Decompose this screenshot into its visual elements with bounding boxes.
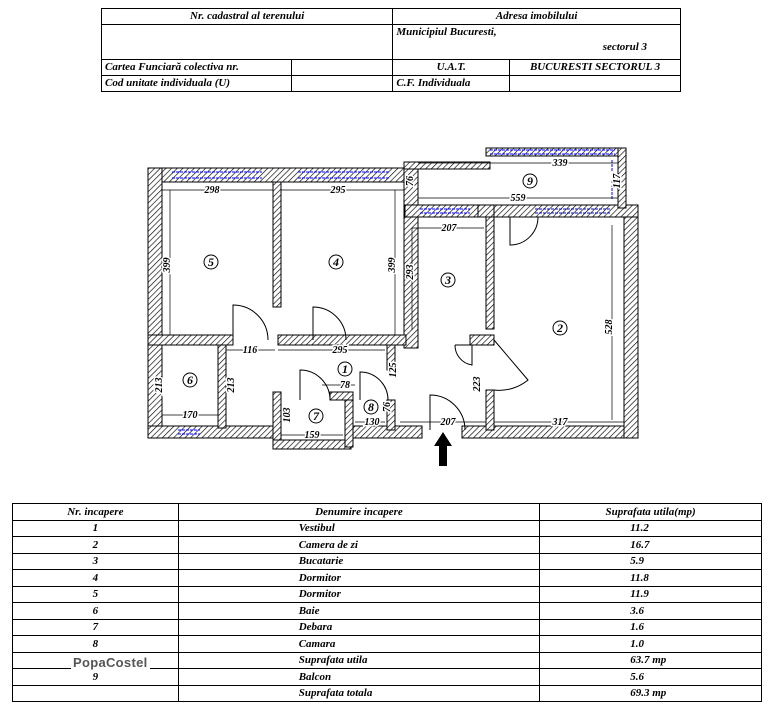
row-nr: 3: [13, 553, 179, 570]
row-name: Camera de zi: [178, 537, 540, 554]
dim-295a: 295: [330, 185, 346, 196]
row-nr: 5: [13, 586, 179, 603]
row-name: Baie: [178, 603, 540, 620]
table-row: [13, 603, 762, 620]
room-marker-6: [183, 373, 197, 387]
svg-text:1: 1: [342, 362, 348, 376]
dim-76a: 76: [405, 176, 416, 186]
dim-207b: 207: [440, 417, 456, 428]
dim-339: 339: [552, 158, 568, 169]
row-name: Debara: [178, 619, 540, 636]
col-header-area: Suprafata utila(mp): [540, 504, 762, 521]
svg-text:7: 7: [313, 409, 319, 423]
row-name: Vestibul: [178, 520, 540, 537]
svg-text:5: 5: [208, 255, 214, 269]
svg-text:6: 6: [187, 373, 193, 387]
table-row: [13, 586, 762, 603]
dim-170: 170: [182, 410, 198, 421]
dim-399b: 399: [387, 257, 398, 273]
room-marker-1: [338, 362, 352, 376]
col-header-nr: Nr. incapere: [13, 504, 179, 521]
table-row: [13, 553, 762, 570]
row-nr: 2: [13, 537, 179, 554]
table-row: [13, 619, 762, 636]
table-row-balcon: [13, 669, 762, 686]
row-name: Suprafata totala: [178, 685, 540, 702]
dim-159: 159: [304, 430, 320, 441]
dim-213a: 213: [154, 377, 165, 393]
logo-part-b: Costel: [105, 655, 148, 670]
dim-76b: 76: [382, 402, 393, 412]
room-marker-7: [309, 409, 323, 423]
svg-text:9: 9: [527, 174, 533, 188]
row-nr: 7: [13, 619, 179, 636]
col-header-name: Denumire incapere: [178, 504, 540, 521]
table-row: [13, 520, 762, 537]
table-row: [13, 636, 762, 653]
uat-value: BUCURESTI SECTORUL 3: [510, 60, 681, 76]
room-marker-3: [441, 273, 455, 287]
table-row: [13, 537, 762, 554]
table-row: [13, 570, 762, 587]
cf-label: C.F. Individuala: [393, 76, 510, 92]
row-nr: 8: [13, 636, 179, 653]
address-line2: sectorul 3: [602, 41, 647, 53]
logo-part-a: Popa: [73, 655, 106, 670]
room-marker-9: [523, 174, 537, 188]
walls: [148, 148, 638, 449]
row-area: 11.2: [540, 520, 762, 537]
table-header-row: [13, 504, 762, 521]
dim-399a: 399: [162, 257, 173, 273]
room-marker-2: [553, 321, 567, 335]
dim-78: 78: [340, 380, 350, 391]
room-marker-8: [364, 400, 378, 414]
row-nr: 6: [13, 603, 179, 620]
row-name: Dormitor: [178, 570, 540, 587]
row-area: 1.6: [540, 619, 762, 636]
svg-text:3: 3: [445, 273, 451, 287]
dim-207a: 207: [441, 223, 457, 234]
header-table: [101, 8, 681, 92]
cf-value: [510, 76, 681, 92]
svg-text:4: 4: [333, 255, 339, 269]
dim-559: 559: [510, 193, 526, 204]
floor-plan: [0, 140, 774, 480]
room-marker-4: [329, 255, 343, 269]
dim-125: 125: [388, 362, 399, 378]
room-marker-5: [204, 255, 218, 269]
svg-text:8: 8: [368, 400, 374, 414]
row-name: Camara: [178, 636, 540, 653]
cadastral-label: Nr. cadastral al terenului: [102, 9, 393, 25]
dim-213b: 213: [226, 377, 237, 393]
total-row-totala: [13, 685, 762, 702]
carte-value: [291, 60, 393, 76]
dim-317: 317: [552, 417, 568, 428]
row-nr: 4: [13, 570, 179, 587]
dim-117: 117: [612, 173, 623, 189]
row-name: Dormitor: [178, 586, 540, 603]
dim-295b: 295: [332, 345, 348, 356]
dim-116: 116: [242, 345, 258, 356]
row-area: 11.8: [540, 570, 762, 587]
dim-103: 103: [282, 407, 293, 423]
row-name: Balcon: [178, 669, 540, 686]
row-area: 3.6: [540, 603, 762, 620]
windows: [172, 150, 615, 434]
row-name: Suprafata utila: [178, 652, 540, 669]
rooms-table: [12, 503, 762, 702]
row-nr: 1: [13, 520, 179, 537]
row-area: 11.9: [540, 586, 762, 603]
cadastral-value: [102, 25, 393, 60]
watermark-logo: [71, 655, 150, 670]
row-area: 69.3 mp: [540, 685, 762, 702]
carte-label: Cartea Funciară colectiva nr.: [102, 60, 292, 76]
row-area: 5.9: [540, 553, 762, 570]
row-nr: 9: [13, 669, 179, 686]
entrance-arrow-icon: [434, 432, 452, 466]
row-nr: [13, 685, 179, 702]
dimension-lines: [162, 163, 624, 435]
svg-text:2: 2: [557, 321, 563, 335]
row-area: 63.7 mp: [540, 652, 762, 669]
dim-130: 130: [364, 417, 380, 428]
address-label: Adresa imobilului: [393, 9, 681, 25]
uat-label: U.A.T.: [393, 60, 510, 76]
address-value: [393, 25, 681, 60]
dim-298: 298: [204, 185, 220, 196]
dim-293: 293: [405, 264, 416, 280]
dim-528: 528: [604, 319, 615, 335]
row-area: 1.0: [540, 636, 762, 653]
cod-label: Cod unitate individuala (U): [102, 76, 292, 92]
cod-value: [291, 76, 393, 92]
row-area: 5.6: [540, 669, 762, 686]
dim-223: 223: [472, 376, 483, 392]
row-area: 16.7: [540, 537, 762, 554]
row-name: Bucatarie: [178, 553, 540, 570]
address-line1: Municipiul Bucuresti,: [396, 26, 497, 38]
